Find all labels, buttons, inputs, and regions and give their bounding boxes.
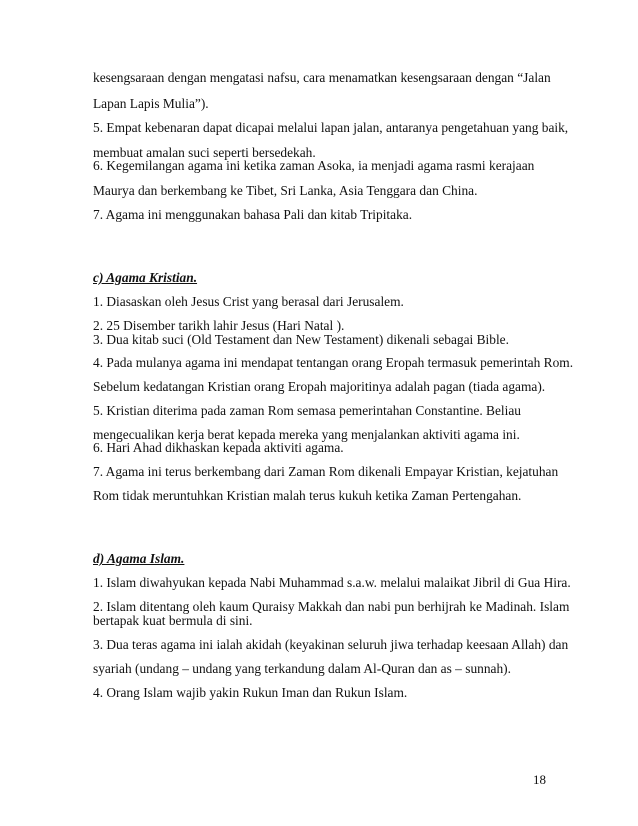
text-line: 6. Hari Ahad dikhaskan kepada aktiviti agama. bbox=[93, 440, 344, 455]
text-line: Lapan Lapis Mulia”). bbox=[93, 96, 209, 111]
text-line: bertapak kuat bermula di sini. bbox=[93, 613, 253, 628]
text-line: 2. Islam ditentang oleh kaum Quraisy Makkah dan nabi pun berhijrah ke Madinah. Islam bbox=[93, 599, 570, 614]
text-line: Rom tidak meruntuhkan Kristian malah terus kukuh ketika Zaman Pertengahan. bbox=[93, 488, 522, 503]
text-line: 3. Dua kitab suci (Old Testament dan New Testament) dikenali sebagai Bible. bbox=[93, 332, 509, 347]
text-line: 7. Agama ini terus berkembang dari Zaman Rom dikenali Empayar Kristian, kejatuhan bbox=[93, 464, 559, 479]
text-line: 4. Orang Islam wajib yakin Rukun Iman dan Rukun Islam. bbox=[93, 685, 408, 700]
page-number: 18 bbox=[533, 772, 546, 787]
text-line: 5. Kristian diterima pada zaman Rom semasa pemerintahan Constantine. Beliau bbox=[93, 403, 522, 418]
text-line: kesengsaraan dengan mengatasi nafsu, cara menamatkan kesengsaraan dengan “Jalan bbox=[93, 70, 551, 85]
text-line: membuat amalan suci seperti bersedekah. bbox=[93, 145, 316, 160]
text-line: 1. Diasaskan oleh Jesus Crist yang berasal dari Jerusalem. bbox=[93, 294, 404, 309]
text-line: Sebelum kedatangan Kristian orang Eropah majoritinya adalah pagan (tiada agama). bbox=[93, 379, 546, 394]
text-line: 7. Agama ini menggunakan bahasa Pali dan kitab Tripitaka. bbox=[93, 207, 413, 222]
text-line: Maurya dan berkembang ke Tibet, Sri Lanka, Asia Tenggara dan China. bbox=[93, 183, 478, 198]
text-line: 1. Islam diwahyukan kepada Nabi Muhammad s.a.w. melalui malaikat Jibril di Gua Hira. bbox=[93, 575, 571, 590]
text-line: mengecualikan kerja berat kepada mereka yang menjalankan aktiviti agama ini. bbox=[93, 427, 520, 442]
section-heading-kristian: c) Agama Kristian. bbox=[93, 270, 198, 285]
text-line: 6. Kegemilangan agama ini ketika zaman Asoka, ia menjadi agama rasmi kerajaan bbox=[93, 158, 535, 173]
text-line: 5. Empat kebenaran dapat dicapai melalui lapan jalan, antaranya pengetahuan yang baik, bbox=[93, 120, 569, 135]
text-line: 3. Dua teras agama ini ialah akidah (keyakinan seluruh jiwa terhadap keesaan Allah) dan bbox=[93, 637, 569, 652]
text-line: 2. 25 Disember tarikh lahir Jesus (Hari Natal ). bbox=[93, 318, 345, 333]
text-line: 4. Pada mulanya agama ini mendapat tentangan orang Eropah termasuk pemerintah Rom. bbox=[93, 355, 574, 370]
section-heading-islam: d) Agama Islam. bbox=[93, 551, 185, 566]
text-line: syariah (undang – undang yang terkandung dalam Al-Quran dan as – sunnah). bbox=[93, 661, 511, 676]
